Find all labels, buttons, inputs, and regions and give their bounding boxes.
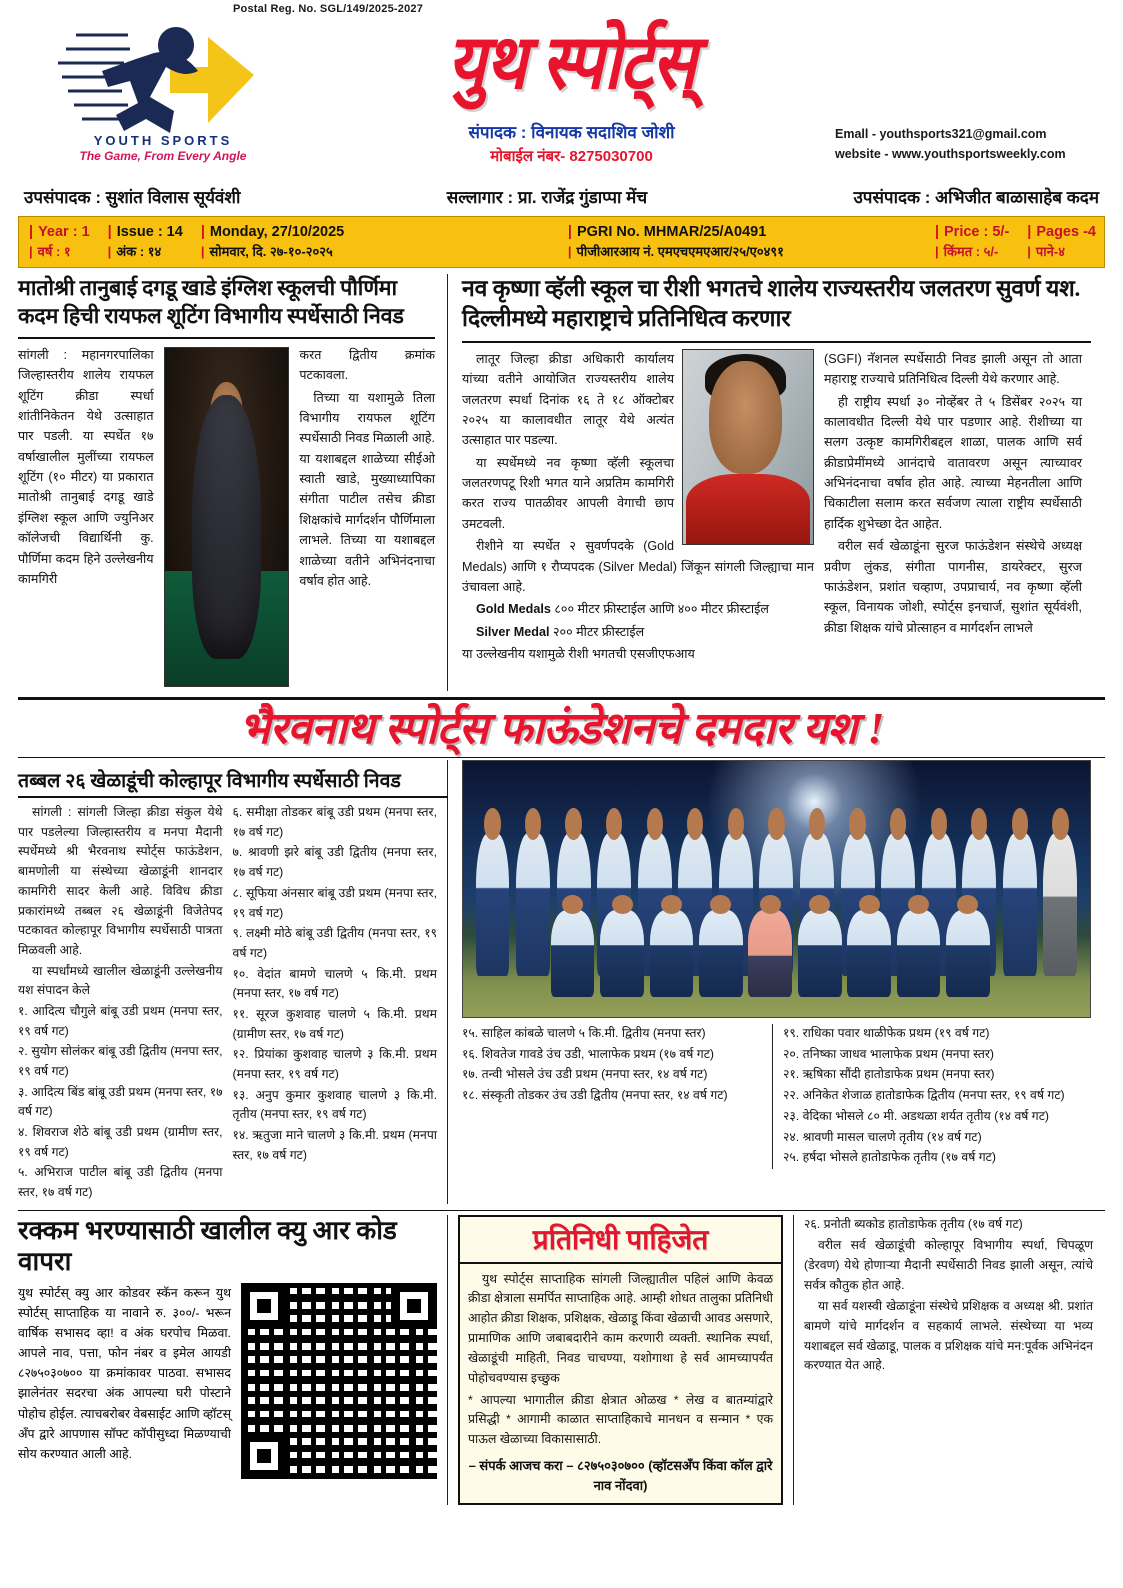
info-price-mr: | किंमत : ५/-	[935, 243, 1009, 261]
closing-p2: या सर्व यशस्वी खेळाडूंना संस्थेचे प्रशिक्षक व अध्यक्ष श्री. प्रशांत बामणे यांचे मार्गदर्शन व सहकार्य लाभले. संस्थेच्या या भव्य यशाबद्दल सर्व खेळाडू, पालक व प्रशिक्षक यांचे मन:पूर्वक अभिनंदन करण्यात येत आहे.	[804, 1299, 1093, 1373]
story-swimming-gold	[462, 599, 814, 619]
winner-item-19: १९. राधिका पवार थाळीफेक प्रथम (१९ वर्ष गट)	[783, 1026, 990, 1041]
ad-paragraph-1: युथ स्पोर्ट्स साप्ताहिक सांगली जिल्ह्यातील पहिलं आणि केवळ क्रीडा क्षेत्राला समर्पित साप्ताहिक आहे. आम्ही शोधत तालुका प्रतिनिधी आहोत क्रीडा शिक्षक, प्रशिक्षक, खेळाडू किंवा खेळाची आवड असणारे, प्रामाणिक आणि जबाबदारीने काम करणारी व्यक्ती. स्थानिक स्पर्धा, खेळाडूंची माहिती, निवड चाचण्या, यशोगाथा हे सर्व आमच्यापर्यंत पोहोचवण्यास इच्छुक	[468, 1271, 773, 1385]
info-issue-mr: | अंक : १४	[108, 243, 183, 261]
photo-person-seated	[798, 910, 842, 997]
issue-info-bar	[18, 216, 1105, 268]
info-year-en: | Year : 1	[29, 223, 90, 243]
qr-block-heading: रक्कम भरण्यासाठी खालील क्यु आर कोड वापरा	[18, 1215, 397, 1277]
ad-box	[458, 1215, 783, 1506]
story-swimming-col2	[824, 349, 1082, 667]
email-line: Emall - youthsports321@gmail.com	[835, 126, 1047, 141]
photo-coach	[1043, 833, 1077, 976]
foundation-col-a	[18, 803, 223, 1203]
winner-item-4: ४. शिवराज शेठे बांबू उडी प्रथम (ग्रामीण स्तर, १९ वर्ष गट)	[18, 1124, 223, 1159]
winner-item-13: १३. अनुप कुमार कुशवाह चालणे ३ कि.मी. तृतीय (मनपा स्तर, १९ वर्ष गट)	[232, 1087, 437, 1122]
winner-item-6: ६. समीक्षा तोडकर बांबू उडी प्रथम (मनपा स्तर, १७ वर्ष गट)	[232, 805, 437, 839]
foundation-left-column	[18, 760, 448, 1203]
winner-item-3: ३. आदित्य बिंड बांबू उडी प्रथम (मनपा स्तर, १७ वर्ष गट)	[18, 1084, 223, 1119]
winner-item-15: १५. साहिल कांबळे चालणे ५ कि.मी. द्वितीय (मनपा स्तर)	[462, 1026, 706, 1041]
foundation-col-b	[233, 803, 438, 1203]
editor-line: संपादक : विनायक सदाशिव जोशी	[468, 123, 675, 143]
story-swimming-c2p2: ही राष्ट्रीय स्पर्धा ३० नोव्हेंबर ते ५ डिसेंबर २०२५ या कालावधीत दिल्ली येथे पार पडणार आहे. रीशीच्या या सलग उत्कृष्ट कामगिरीबद्दल शाळा, पालक आणि सर्व क्रीडाप्रेमींमध्ये आनंदाचे वातावरण असून त्याच्यावर अभिनंदनाचा वर्षाव होत आहे. त्याच्या मेहनतीला आणि चिकाटीला सलाम करत सर्वजण त्याला राष्ट्रीय स्पर्धेसाठी हार्दिक शुभेच्छा देत आहेत.	[824, 394, 1082, 531]
qr-block-text: युथ स्पोर्टस् क्यु आर कोडवर स्कॅन करून युथ स्पोर्टस् साप्ताहिक या नावाने रु. ३००/- भरून वार्षिक सभासद व्हा! व अंक घरपोच मिळवा. आपले नाव, पत्ता, फोन नंबर व इमेल आयडी ८२७५०३०७०० या क्रमांकावर पाठवा. सभासद झालेनंतर सदरचा अंक आपल्या घरी पोस्टाने पोहोच होईल. त्याचबरोबर वेबसाईट आणि व्हॉटस् अँप द्वारे आपणास सॉफ्ट कॉपीसुध्दा मिळण्याची सोय करण्यात आली आहे.	[18, 1286, 231, 1461]
ad-heading: प्रतिनिधी पाहिजेत	[460, 1217, 781, 1264]
winner-item-23: २३. वेदिका भोसले ८० मी. अडथळा शर्यत तृतीय (१४ वर्ष गट)	[783, 1108, 1050, 1123]
photo-front-row	[551, 910, 990, 997]
photo-person-seated	[551, 910, 595, 997]
winner-item-22: २२. अनिकेत शेजाळ हातोडाफेक द्वितीय (मनपा स्तर, १९ वर्ष गट)	[783, 1088, 1065, 1103]
logo-block	[18, 15, 308, 163]
info-pages	[1017, 217, 1104, 267]
photo-wrap-rifle	[164, 347, 290, 687]
ad-contact-line[interactable]: – संपर्क आजच करा – ८२७५०३०७०० (व्हॉटसअँप किंवा कॉल द्वारे नाव नोंदवा)	[468, 1458, 773, 1493]
info-issue	[98, 217, 191, 267]
postal-registration: Postal Reg. No. SGL/149/2025-2027	[233, 3, 424, 15]
photo-person	[1003, 833, 1037, 976]
subheadline-divider	[18, 796, 448, 798]
story-swimming-p3: रीशीने या स्पर्धेत २ सुवर्णपदके (Gold Medals) आणि १ रौप्यपदक (Silver Medal) जिंकून सांगली जिल्ह्याचा मान उंचावला आहे.	[462, 539, 814, 595]
winner-item-20: २०. तनिष्का जाधव भालाफेक प्रथम (मनपा स्तर)	[783, 1046, 995, 1061]
contact-block	[835, 124, 1105, 183]
photo-person-seated	[600, 910, 644, 997]
winner-item-25: २५. हर्षदा भोसले हातोडाफेक तृतीय (१७ वर्ष गट)	[783, 1150, 996, 1165]
info-pgri-mr: | पीजीआरआय नं. एमएचएमएआर/२५/ए०४९१	[568, 243, 917, 261]
story-rifle-columns	[18, 345, 435, 691]
photo-person-seated	[650, 910, 694, 997]
foundation-p1: सांगली : सांगली जिल्हा क्रीडा संकुल येथे पार पडलेल्या जिल्हास्तरीय व मनपा मैदानी स्पर्धेमध्ये श्री भैरवनाथ स्पोर्ट्स फाऊंडेशन, बामणोली या संस्थेच्या खेळाडूंनी शानदार कामगिरी सादर केली आहे. विविध क्रीडा प्रकारांमध्ये तब्बल २६ खेळाडूंनी विजेतेपद पटकावत कोल्हापूर विभागीय स्पर्धेसाठी पात्रता मिळवली आहे.	[18, 805, 223, 957]
photo-person	[516, 833, 550, 976]
story-rifle-col2-p2: तिच्या या यशामुळे तिला विभागीय रायफल शूटिंग स्पर्धेसाठी निवड मिळाली आहे. या यशाबद्दल शाळेच्या सीईओ स्वाती खाडे, मुख्याध्यापिका संगीता पाटील तसेच क्रीडा शिक्षकांचे मार्गदर्शन पौर्णिमाला लाभले. तिच्या या यशाबद्दल शाळेच्या वतीने अभिनंदनाचा वर्षाव होत आहे.	[299, 390, 435, 589]
photo-face-shape-2	[709, 361, 782, 474]
story-swimming-columns	[462, 349, 1091, 667]
winner-item-11: ११. सूरज कुशवाह चालणे ५ कि.मी. प्रथम (ग्रामीण स्तर, १७ वर्ष गट)	[232, 1006, 437, 1041]
foundation-right-text-columns	[462, 1024, 1091, 1169]
photo-person-seated	[847, 910, 891, 997]
top-stories-section	[18, 274, 1105, 691]
story-rifle-col2	[299, 345, 435, 691]
winner-item-26: २६. प्रनोती ब्यकोड हातोडाफेक तृतीय (१७ वर्ष गट)	[804, 1216, 1023, 1231]
story-rifle-photo-col	[164, 345, 290, 691]
foundation-text-columns	[18, 803, 437, 1203]
winner-item-21: २१. ऋषिका सौंदी हातोडाफेक प्रथम (मनपा स्तर)	[783, 1067, 995, 1082]
story-rifle-col1	[18, 345, 154, 691]
info-pgri	[558, 217, 925, 267]
silver-medal-value: २०० मीटर फ्रीस्टाईल	[553, 624, 645, 639]
foundation-subheadline: तब्बल २६ खेळाडूंची कोल्हापूर विभागीय स्पर्धेसाठी निवड	[18, 771, 401, 793]
story-swimming-p4: या उल्लेखनीय यशामुळे रीशी भगतची एसजीएफआय	[462, 647, 695, 662]
advisor-center: सल्लागार : प्रा. राजेंद्र गुंडाप्पा मेंच	[446, 188, 648, 207]
ad-body	[460, 1264, 781, 1504]
sub-editor-left: उपसंपादक : सुशांत विलास सूर्यवंशी	[24, 188, 241, 207]
info-pages-en: | Pages -4	[1027, 223, 1096, 243]
winner-item-5: ५. अभिराज पाटील बांबू उडी द्वितीय (मनपा स्तर, १७ वर्ष गट)	[18, 1165, 223, 1199]
representative-ad-block	[448, 1215, 793, 1506]
info-price	[925, 217, 1017, 267]
headline-divider-2	[462, 341, 1091, 343]
silver-medal-label: Silver Medal	[476, 624, 550, 639]
mobile-line: मोबाईल नंबर- 8275030700	[490, 148, 653, 166]
qr-finder-bottom-left	[241, 1433, 287, 1479]
foundation-right-column	[448, 760, 1091, 1203]
photo-person-seated	[946, 910, 990, 997]
story-swimming-col1	[462, 349, 814, 667]
headline-divider	[18, 337, 435, 339]
qr-code-image[interactable]	[241, 1283, 437, 1479]
winner-item-14: १४. ऋतुजा माने चालणे ३ कि.मी. प्रथम (मनपा स्तर, १७ वर्ष गट)	[232, 1127, 437, 1162]
gold-medals-label: Gold Medals	[476, 602, 551, 617]
photo-rishi-bhagat	[682, 349, 814, 545]
section-divider	[18, 1210, 1105, 1211]
photo-face-shape	[210, 382, 242, 446]
photo-person	[476, 833, 510, 976]
running-athlete-logo-icon	[58, 19, 278, 137]
qr-finder-top-right	[391, 1283, 437, 1329]
info-date	[191, 217, 558, 267]
bottom-section	[18, 1215, 1105, 1506]
story-swimming-p1: लातूर जिल्हा क्रीडा अधिकारी कार्यालय यांच्या वतीने आयोजित राज्यस्तरीय शालेय जलतरण स्पर्धा दिनांक १६ ते १८ ऑक्टोबर २०२५ या कालावधीत लातूर येथे अत्यंत उत्साहात पार पडल्या.	[462, 351, 674, 448]
photo-medal-shape	[220, 459, 232, 486]
story-swimming-headline: नव कृष्णा व्हॅली स्कूल चा रीशी भगतचे शालेय राज्यस्तरीय जलतरण सुवर्ण यश. दिल्लीमध्ये महाराष्ट्राचे प्रतिनिधित्व करणार	[462, 276, 1081, 332]
title-block	[308, 15, 835, 166]
logo-wordmark: YOUTH SPORTS	[93, 133, 233, 148]
story-swimming-c2p1: (SGFI) नॅशनल स्पर्धेसाठी निवड झाली असून तो आता महाराष्ट्र राज्याचे प्रतिनिधित्व दिल्ली येथे करणार आहे.	[824, 351, 1082, 387]
info-date-en: | Monday, 27/10/2025	[201, 223, 550, 243]
winner-item-10: १०. वेदांत बामणे चालणे ५ कि.मी. प्रथम (मनपा स्तर, १७ वर्ष गट)	[232, 966, 437, 1001]
info-year-mr: | वर्ष : १	[29, 243, 90, 261]
info-year	[19, 217, 98, 267]
winner-item-12: १२. प्रियांका कुशवाह चालणे ३ कि.मी. प्रथम (मनपा स्तर, १९ वर्ष गट)	[232, 1047, 437, 1081]
winner-item-2: २. सुयोग सोलंकर बांबू उडी द्वितीय (मनपा स्तर, १९ वर्ष गट)	[18, 1044, 223, 1078]
sub-editor-right: उपसंपादक : अभिजीत बाळासाहेब कदम	[853, 188, 1099, 207]
feature-banner-title: भैरवनाथ स्पोर्ट्स फाऊंडेशनचे दमदार यश !	[239, 703, 884, 753]
photo-person-seated	[699, 910, 743, 997]
qr-payment-block	[18, 1215, 448, 1506]
closing-text	[804, 1215, 1093, 1376]
winner-item-8: ८. सूफिया अंनसार बांबू उडी प्रथम (मनपा स्तर, १९ वर्ष गट)	[232, 885, 437, 920]
story-rifle-shooting	[18, 274, 448, 691]
photo-person-chief-guest	[748, 910, 792, 997]
photo-team-group	[462, 760, 1091, 1018]
foundation-col-d	[772, 1024, 1072, 1169]
credits-row	[18, 183, 1105, 214]
winner-item-1: १. आदित्य चौगुले बांबू उडी प्रथम (मनपा स्तर, १९ वर्ष गट)	[18, 1003, 223, 1038]
website-line: website - www.youthsportsweekly.com	[835, 147, 1066, 162]
foundation-article-section	[18, 760, 1105, 1203]
foundation-p2: या स्पर्धांमध्ये खालील खेळाडूंनी उल्लेखनीय यश संपादन केले	[18, 963, 223, 998]
qr-finder-top-left	[241, 1283, 287, 1329]
photo-jacket-shape	[686, 474, 811, 544]
foundation-col-c	[462, 1024, 762, 1169]
info-date-mr: | सोमवार, दि. २७-१०-२०२५	[201, 243, 550, 261]
logo-tagline: The Game, From Every Angle	[79, 149, 247, 163]
gold-medals-value: ८०० मीटर फ्रीस्टाईल आणि ४०० मीटर फ्रीस्टाईल	[554, 602, 769, 617]
qr-block-row	[18, 1283, 437, 1479]
paper-title: युथ स्पोर्ट्स्	[447, 21, 696, 106]
story-swimming-c2p3: वरील सर्व खेळाडूंना सुरज फाऊंडेशन संस्थेचे अध्यक्ष प्रवीण लुंकड, संगीता पागनीस, डायरेक्टर, सुरज फाऊंडेशन, प्रशांत चव्हाण, उपप्राचार्य, नव कृष्णा व्हॅली स्कूल, विनायक जोशी, स्पोर्ट्स इनचार्ज, सुशांत सूर्यवंशी, क्रीडा शिक्षक यांचे प्रोत्साहन व मार्गदर्शन लाभले	[824, 539, 1082, 635]
info-pages-mr: | पाने-४	[1027, 243, 1096, 261]
story-rifle-col2-p1: करत द्वितीय क्रमांक पटकावला.	[299, 347, 435, 383]
winner-item-9: ९. लक्ष्मी मोठे बांबू उडी द्वितीय (मनपा स्तर, १९ वर्ष गट)	[232, 926, 437, 960]
winner-item-16: १६. शिवतेज गावडे उंच उडी, भालाफेक प्रथम (१७ वर्ष गट)	[462, 1046, 714, 1061]
photo-wrap-swimmer	[682, 349, 814, 545]
photo-person-seated	[897, 910, 941, 997]
info-issue-en: | Issue : 14	[108, 223, 183, 243]
info-price-en: | Price : 5/-	[935, 223, 1009, 243]
winner-item-24: २४. श्रावणी मासल चालणे तृतीय (१४ वर्ष गट)	[783, 1129, 982, 1144]
foundation-closing-block	[793, 1215, 1093, 1506]
story-swimming-silver	[462, 622, 814, 642]
story-rifle-headline: मातोश्री तानुबाई दगडू खाडे इंग्लिश स्कूलची पौर्णिमा कदम हिची रायफल शूटिंग विभागीय स्पर्धेसाठी निवड	[18, 276, 404, 329]
ad-paragraph-2: * आपल्या भागातील क्रीडा क्षेत्रात ओळख * लेख व बातम्यांद्वारे प्रसिद्धी * आगामी काळात साप्ताहिकाचे मानधन व सन्मान * एक पाऊल खेळाच्या विकासासाठी.	[468, 1392, 773, 1447]
story-swimming-p2: या स्पर्धेमध्ये नव कृष्णा व्हॅली स्कूलचा जलतरणपटू रिशी भगत याने अप्रतिम कामगिरी करत राज्य पातळीवर आपली वेगाची छाप उमटवली.	[462, 455, 674, 531]
winner-item-18: १८. संस्कृती तोडकर उंच उडी द्वितीय (मनपा स्तर, १४ वर्ष गट)	[462, 1088, 728, 1103]
info-pgri-en: | PGRI No. MHMAR/25/A0491	[568, 223, 917, 243]
closing-p1: वरील सर्व खेळाडूंची कोल्हापूर विभागीय स्पर्धा, चिपळूण (डेरवण) येथे होणाऱ्या मैदानी स्पर्धेसाठी निवड झाली असून, त्यांचे सर्वत्र कौतुक होत आहे.	[804, 1238, 1093, 1292]
photo-purnima-kadam	[164, 347, 290, 687]
story-rifle-col1-text: सांगली : महानगरपालिका जिल्हास्तरीय शालेय रायफल शूटिंग क्रीडा स्पर्धा शांतीनिकेतन येथे उत्साहात पार पडली. या स्पर्धेत १७ वर्षाखालील मुलींच्या रायफल शूटिंग (१० मीटर) या प्रकारात मातोश्री तानुबाई दगडू खाडे इंग्लिश स्कूल आणि ज्युनिअर कॉलेजची विद्यार्थिनी कु. पौर्णिमा कदम हिने उल्लेखनीय कामगिरी	[18, 347, 154, 587]
story-swimming	[448, 274, 1091, 691]
masthead	[18, 15, 1105, 183]
winner-item-7: ७. श्रावणी झरे बांबू उडी द्वितीय (मनपा स्तर, १७ वर्ष गट)	[232, 845, 437, 880]
banner-bottom-rule	[18, 757, 1105, 758]
winner-item-17: १७. तन्वी भोसले उंच उडी प्रथम (मनपा स्तर, १४ वर्ष गट)	[462, 1067, 708, 1082]
